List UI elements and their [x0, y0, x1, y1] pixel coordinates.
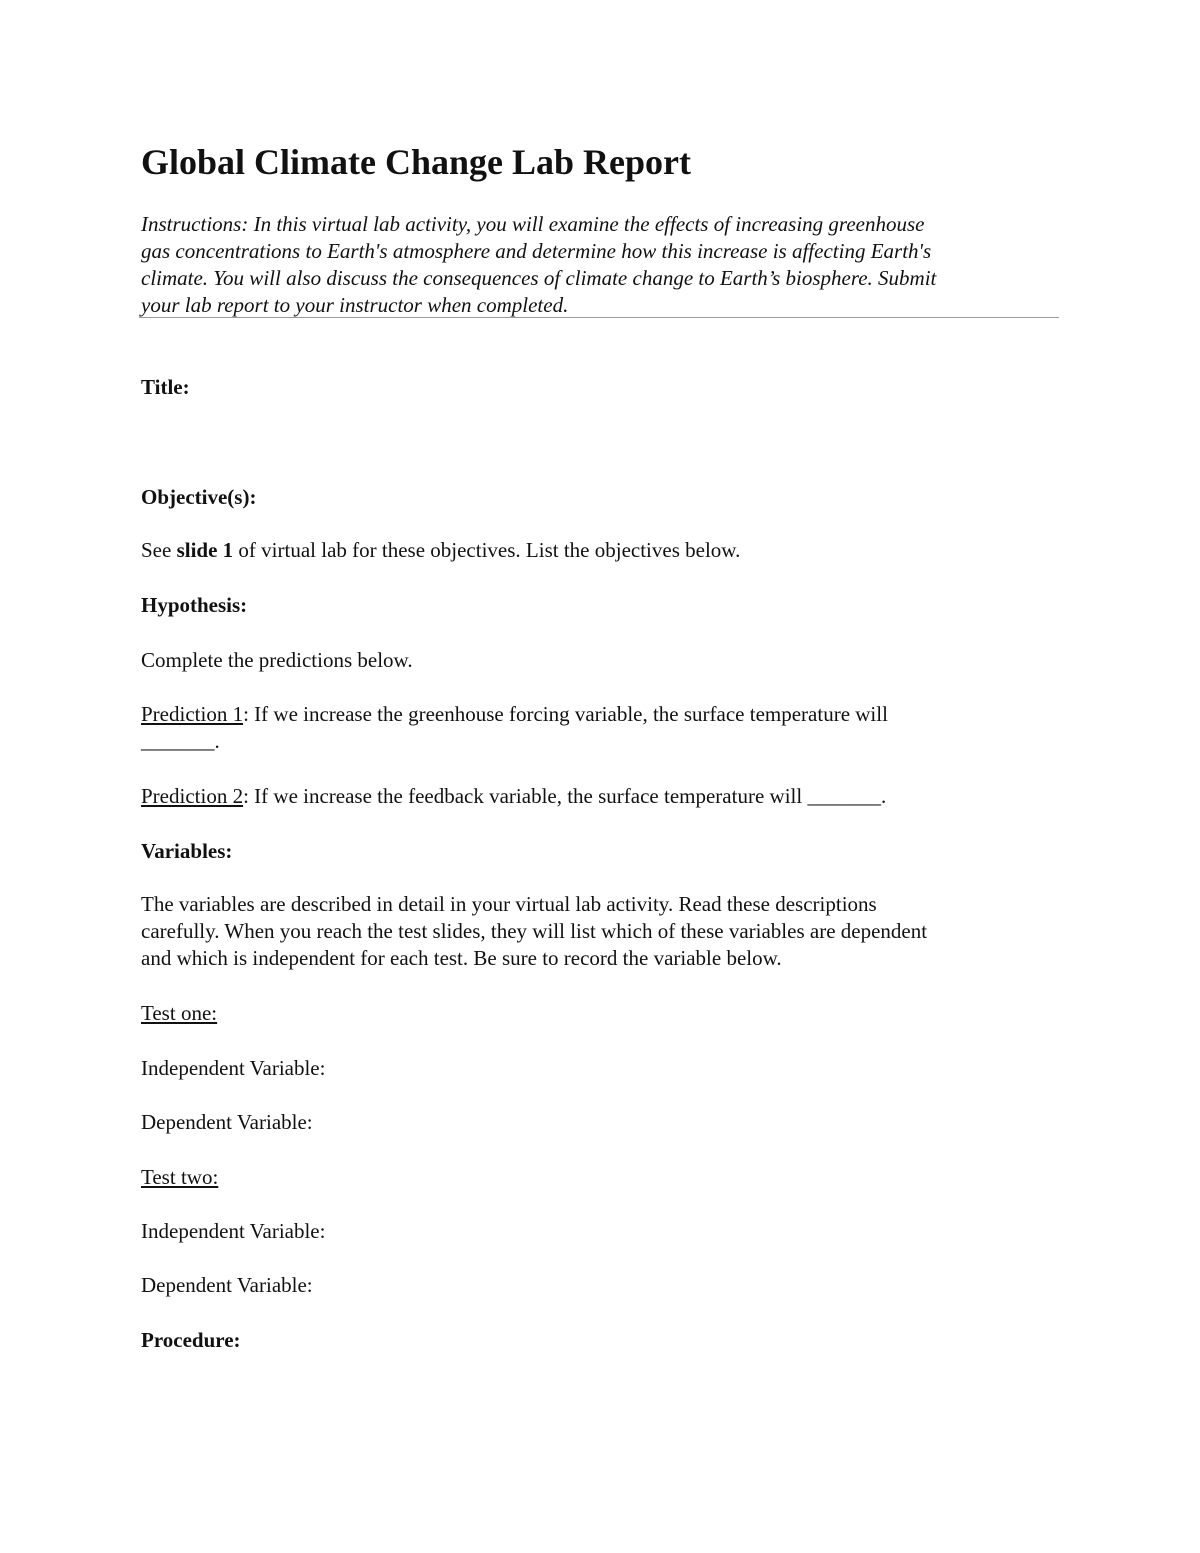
document-title: Global Climate Change Lab Report — [141, 142, 692, 182]
variables-line: The variables are described in detail in your virtual lab activity. Read these descriptions — [141, 892, 877, 916]
hypothesis-heading: Hypothesis: — [141, 593, 248, 617]
test-two-label: Test two: — [141, 1165, 219, 1189]
instructions-line: gas concentrations to Earth's atmosphere and determine how this increase is affecting Earth's — [141, 239, 932, 263]
test-two-independent-variable: Independent Variable: — [141, 1219, 326, 1243]
test-two-dependent-variable: Dependent Variable: — [141, 1273, 313, 1297]
prediction-2-text: : If we increase the feedback variable, the surface temperature will _______. — [243, 784, 887, 808]
prediction-1-label: Prediction 1 — [141, 702, 244, 726]
instructions-line: your lab report to your instructor when completed. — [141, 293, 569, 317]
horizontal-divider — [139, 317, 1059, 318]
objectives-heading: Objective(s): — [141, 485, 257, 509]
objectives-text — [141, 537, 740, 564]
objectives-slide-reference: slide 1 — [176, 538, 234, 562]
prediction-2-label: Prediction 2 — [141, 784, 244, 808]
variables-heading: Variables: — [141, 839, 233, 863]
test-one-independent-variable: Independent Variable: — [141, 1056, 326, 1080]
objectives-text-suffix: of virtual lab for these objectives. List the objectives below. — [233, 538, 741, 562]
test-one-label: Test one: — [141, 1001, 218, 1025]
title-heading: Title: — [141, 375, 190, 399]
test-one-dependent-variable: Dependent Variable: — [141, 1110, 313, 1134]
procedure-heading: Procedure: — [141, 1328, 241, 1352]
variables-line: and which is independent for each test. Be sure to record the variable below. — [141, 946, 782, 970]
prediction-1-text: : If we increase the greenhouse forcing variable, the surface temperature will — [243, 702, 888, 726]
variables-line: carefully. When you reach the test slides, they will list which of these variables are dependent — [141, 919, 928, 943]
prediction-1 — [141, 701, 888, 728]
objectives-text-prefix: See — [141, 538, 177, 562]
prediction-1-blank: _______. — [141, 729, 220, 753]
prediction-2 — [141, 783, 886, 810]
instructions-line: Instructions: In this virtual lab activity, you will examine the effects of increasing greenhouse — [141, 212, 925, 236]
hypothesis-text: Complete the predictions below. — [141, 648, 413, 672]
instructions-line: climate. You will also discuss the consequences of climate change to Earth’s biosphere. Submit — [141, 266, 937, 290]
instructions-paragraph — [141, 211, 1059, 319]
